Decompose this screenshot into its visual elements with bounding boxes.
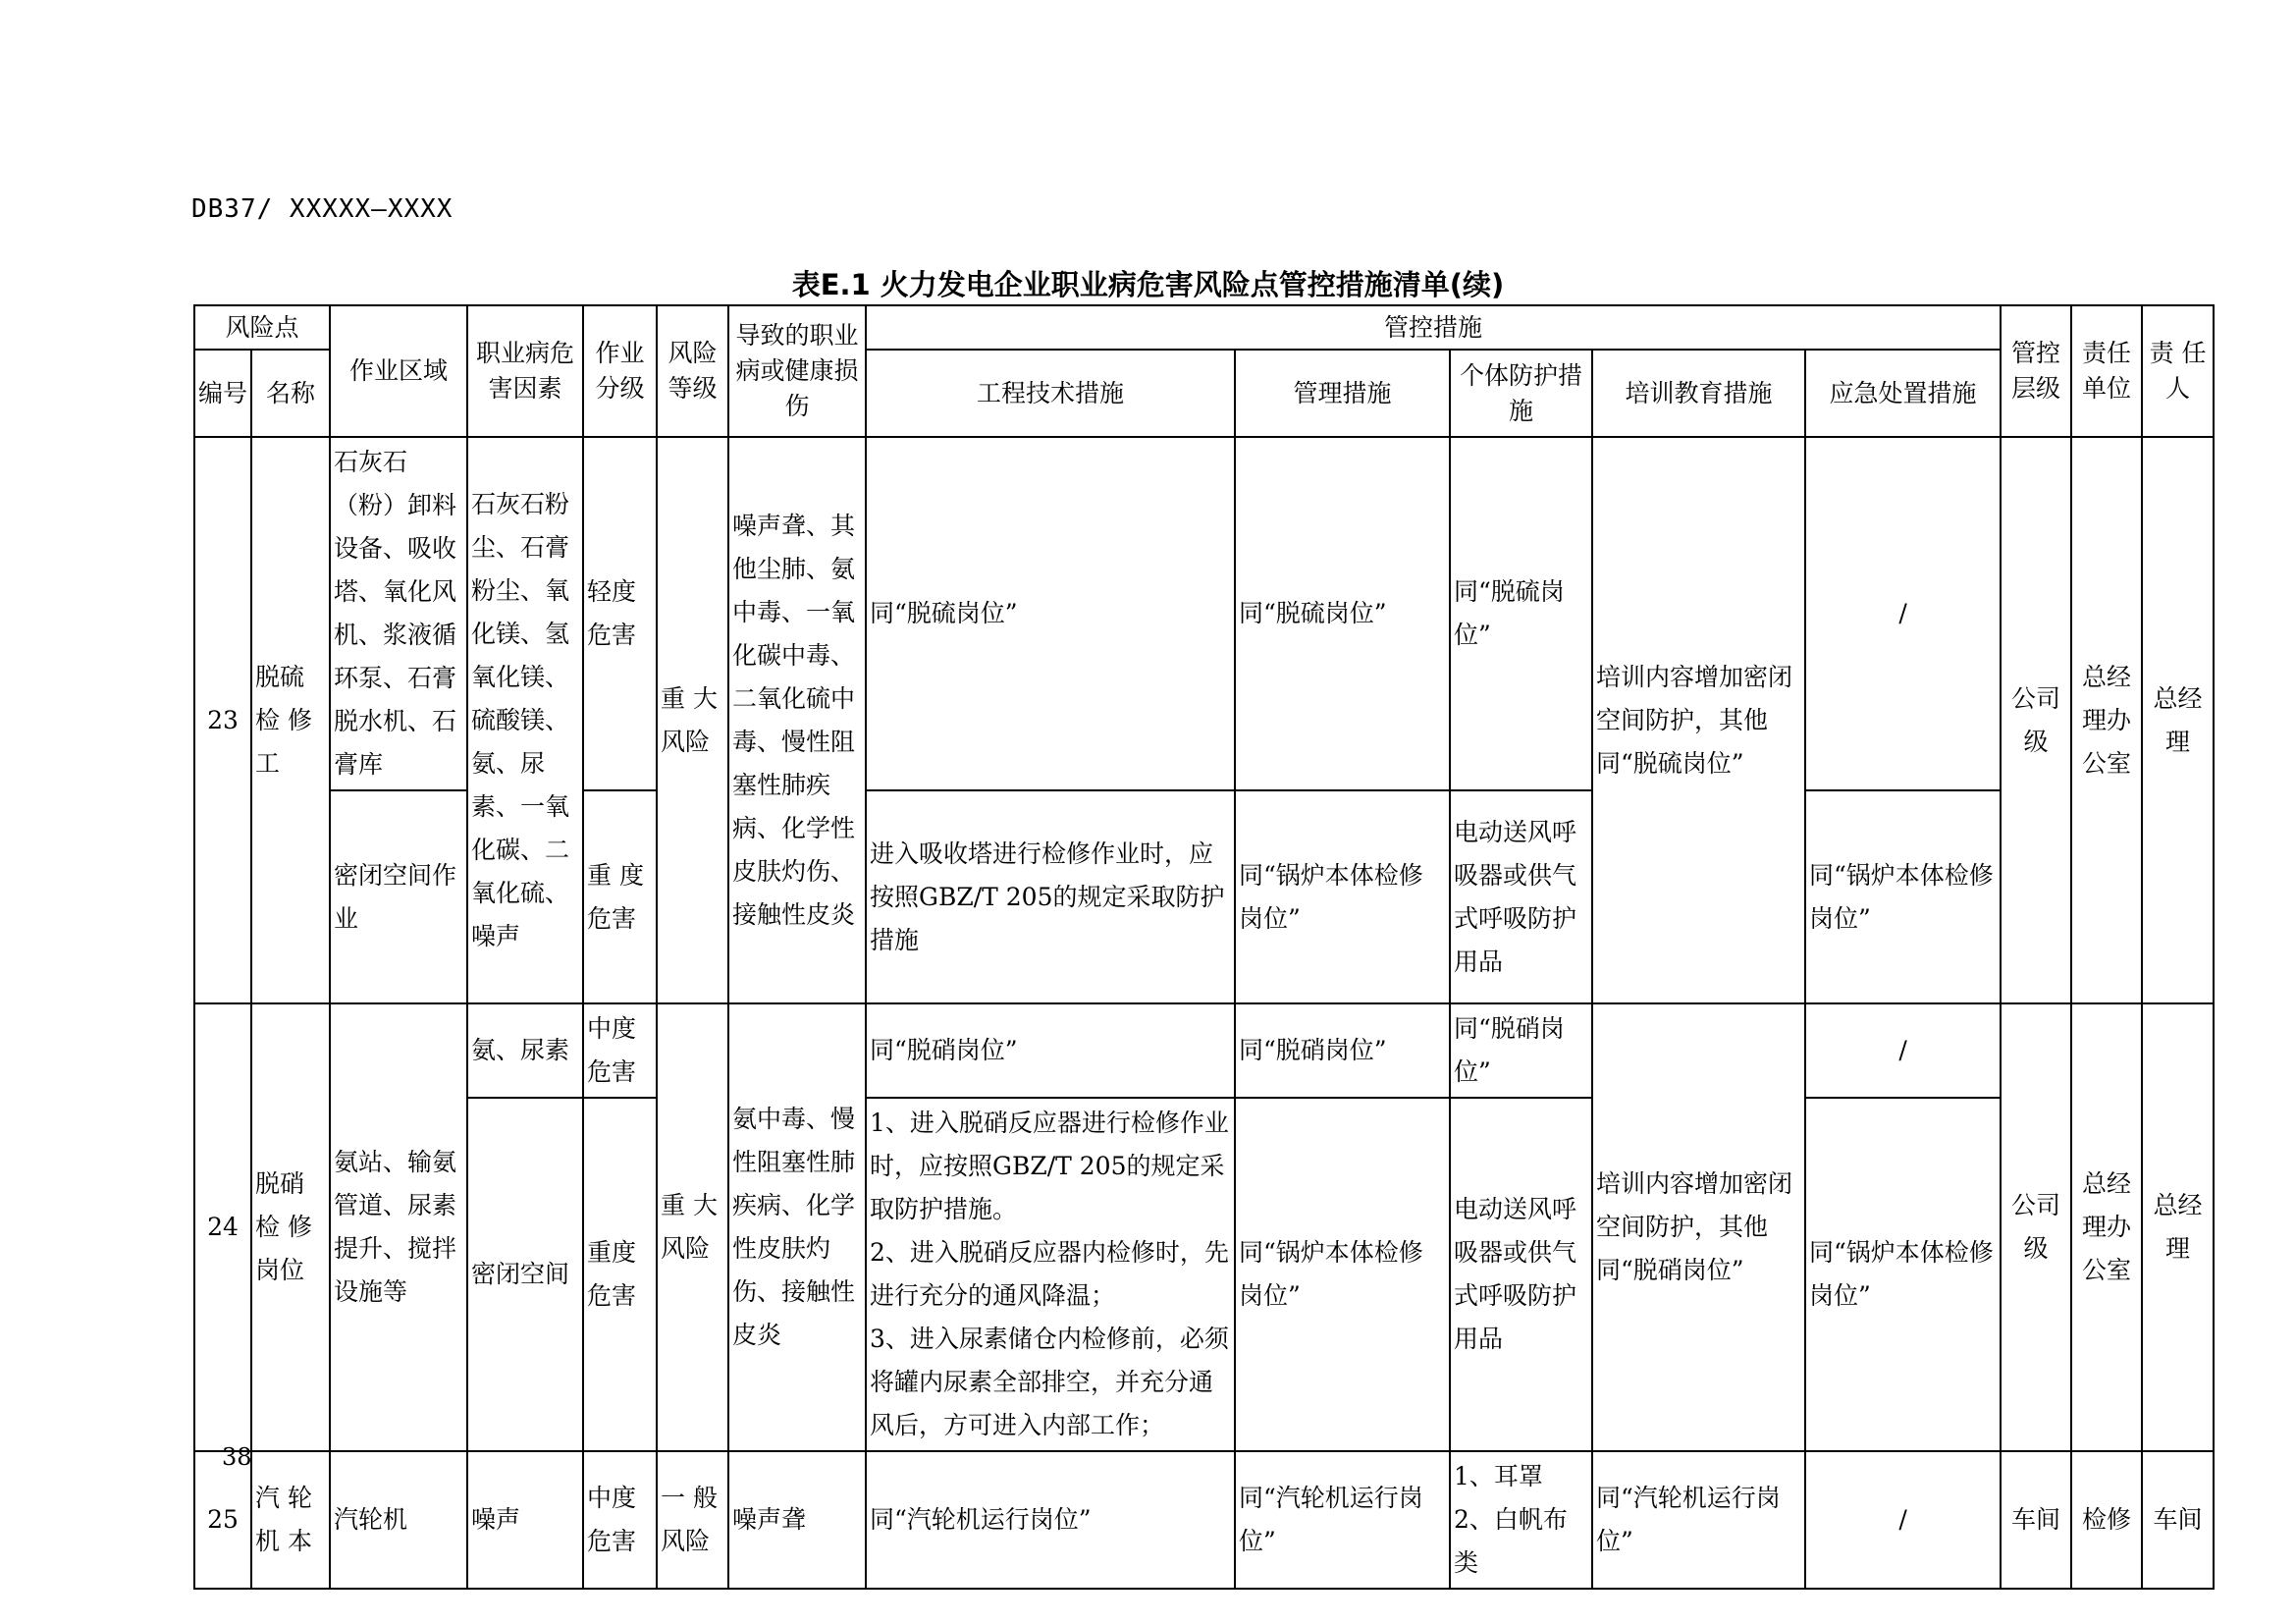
cell-name: 脱硫检 修工 (251, 437, 330, 1003)
cell-risk-level: 一 般风险 (657, 1451, 728, 1589)
cell-control-level: 公司级 (2001, 437, 2071, 1003)
header-risk-level: 风险等级 (657, 305, 728, 437)
risk-control-table (193, 304, 2215, 1590)
header-training: 培训教育措施 (1592, 350, 1805, 437)
header-engineering: 工程技术措施 (866, 350, 1235, 437)
cell-management: 同“锅炉本体检修岗位” (1235, 1098, 1450, 1451)
header-emergency: 应急处置措施 (1805, 350, 2001, 437)
cell-work-area: 石灰石（粉）卸料设备、吸收塔、氧化风机、浆液循环泵、石膏脱水机、石膏库 (330, 437, 467, 790)
header-management: 管理措施 (1235, 350, 1450, 437)
cell-engineering: 同“脱硫岗位” (866, 437, 1235, 790)
cell-no: 24 (194, 1003, 251, 1451)
cell-disease: 噪声聋、其他尘肺、氨中毒、一氧化碳中毒、二氧化硫中毒、慢性阻塞性肺疾病、化学性皮肤灼伤、接触性皮炎 (728, 437, 866, 1003)
cell-ppe: 1、耳罩 2、白帆布类 (1450, 1451, 1592, 1589)
cell-no: 23 (194, 437, 251, 1003)
header-work-grade: 作业分级 (583, 305, 657, 437)
cell-work-area: 汽轮机 (330, 1451, 467, 1589)
cell-hazard-factor: 密闭空间 (467, 1098, 583, 1451)
cell-work-grade: 中度危害 (583, 1003, 657, 1098)
cell-disease: 氨中毒、慢性阻塞性肺疾病、化学性皮肤灼伤、接触性皮炎 (728, 1003, 866, 1451)
cell-disease: 噪声聋 (728, 1451, 866, 1589)
cell-management: 同“脱硝岗位” (1235, 1003, 1450, 1098)
cell-engineering: 同“脱硝岗位” (866, 1003, 1235, 1098)
cell-work-area: 氨站、输氨管道、尿素提升、搅拌设施等 (330, 1003, 467, 1451)
table-row (194, 1451, 2214, 1589)
cell-management: 同“脱硫岗位” (1235, 437, 1450, 790)
header-hazard-factor: 职业病危害因素 (467, 305, 583, 437)
header-disease: 导致的职业病或健康损伤 (728, 305, 866, 437)
table-row (194, 437, 2214, 790)
header-resp-person: 责 任人 (2142, 305, 2214, 437)
cell-resp-person: 总经理 (2142, 1003, 2214, 1451)
cell-name: 脱硝检 修岗位 (251, 1003, 330, 1451)
cell-management: 同“锅炉本体检修岗位” (1235, 790, 1450, 1003)
cell-management: 同“汽轮机运行岗位” (1235, 1451, 1450, 1589)
header-no: 编号 (194, 350, 251, 437)
cell-control-level: 车间 (2001, 1451, 2071, 1589)
cell-ppe: 电动送风呼吸器或供气式呼吸防护用品 (1450, 790, 1592, 1003)
header-work-area: 作业区域 (330, 305, 467, 437)
table-row (194, 1003, 2214, 1098)
cell-emergency: 同“锅炉本体检修岗位” (1805, 790, 2001, 1003)
cell-engineering: 同“汽轮机运行岗位” (866, 1451, 1235, 1589)
cell-emergency: / (1805, 1003, 2001, 1098)
document-code: DB37/ XXXXX—XXXX (191, 194, 454, 224)
header-control-level: 管控层级 (2001, 305, 2071, 437)
cell-engineering: 1、进入脱硝反应器进行检修作业时，应按照GBZ/T 205的规定采取防护措施。 2、进入脱硝反应器内检修时，先进行充分的通风降温； 3、进入尿素储仓内检修前，必须将罐内尿素全部排空，并充分通风后，方可进入内部工作； (866, 1098, 1235, 1451)
cell-resp-person: 车间 (2142, 1451, 2214, 1589)
header-ppe: 个体防护措 施 (1450, 350, 1592, 437)
header-row (194, 305, 2214, 350)
cell-training: 同“汽轮机运行岗位” (1592, 1451, 1805, 1589)
cell-emergency: 同“锅炉本体检修岗位” (1805, 1098, 2001, 1451)
cell-emergency: / (1805, 437, 2001, 790)
cell-training: 培训内容增加密闭空间防护，其他同“脱硝岗位” (1592, 1003, 1805, 1451)
cell-ppe: 同“脱硫岗位” (1450, 437, 1592, 790)
cell-risk-level: 重 大风险 (657, 437, 728, 1003)
cell-resp-unit: 总经理办公室 (2071, 437, 2142, 1003)
cell-engineering: 进入吸收塔进行检修作业时，应按照GBZ/T 205的规定采取防护措施 (866, 790, 1235, 1003)
header-control-measures: 管控措施 (866, 305, 2001, 350)
cell-training: 培训内容增加密闭空间防护，其他同“脱硫岗位” (1592, 437, 1805, 1003)
cell-risk-level: 重 大风险 (657, 1003, 728, 1451)
cell-name: 汽 轮机 本 (251, 1451, 330, 1589)
cell-emergency: / (1805, 1451, 2001, 1589)
cell-hazard-factor: 氨、尿素 (467, 1003, 583, 1098)
cell-resp-person: 总经理 (2142, 437, 2214, 1003)
cell-no: 25 (194, 1451, 251, 1589)
cell-resp-unit: 检修 (2071, 1451, 2142, 1589)
cell-control-level: 公司级 (2001, 1003, 2071, 1451)
cell-hazard-factor: 噪声 (467, 1451, 583, 1589)
cell-hazard-factor: 石灰石粉尘、石膏粉尘、氧化镁、氢氧化镁、硫酸镁、氨、尿素、一氧化碳、二氧化硫、噪声 (467, 437, 583, 1003)
cell-work-grade: 轻度危害 (583, 437, 657, 790)
cell-ppe: 电动送风呼吸器或供气式呼吸防护用品 (1450, 1098, 1592, 1451)
table-row (194, 1098, 2214, 1451)
cell-resp-unit: 总经理办公室 (2071, 1003, 2142, 1451)
table-title: 表E.1 火力发电企业职业病危害风险点管控措施清单(续) (791, 268, 1505, 301)
page-number: 38 (222, 1443, 252, 1471)
header-risk-point: 风险点 (194, 305, 330, 350)
cell-ppe: 同“脱硝岗位” (1450, 1003, 1592, 1098)
header-resp-unit: 责任单位 (2071, 305, 2142, 437)
cell-work-grade: 重度危害 (583, 1098, 657, 1451)
cell-work-grade: 重 度危害 (583, 790, 657, 1003)
header-name: 名称 (251, 350, 330, 437)
cell-work-area: 密闭空间作业 (330, 790, 467, 1003)
cell-work-grade: 中度危害 (583, 1451, 657, 1589)
